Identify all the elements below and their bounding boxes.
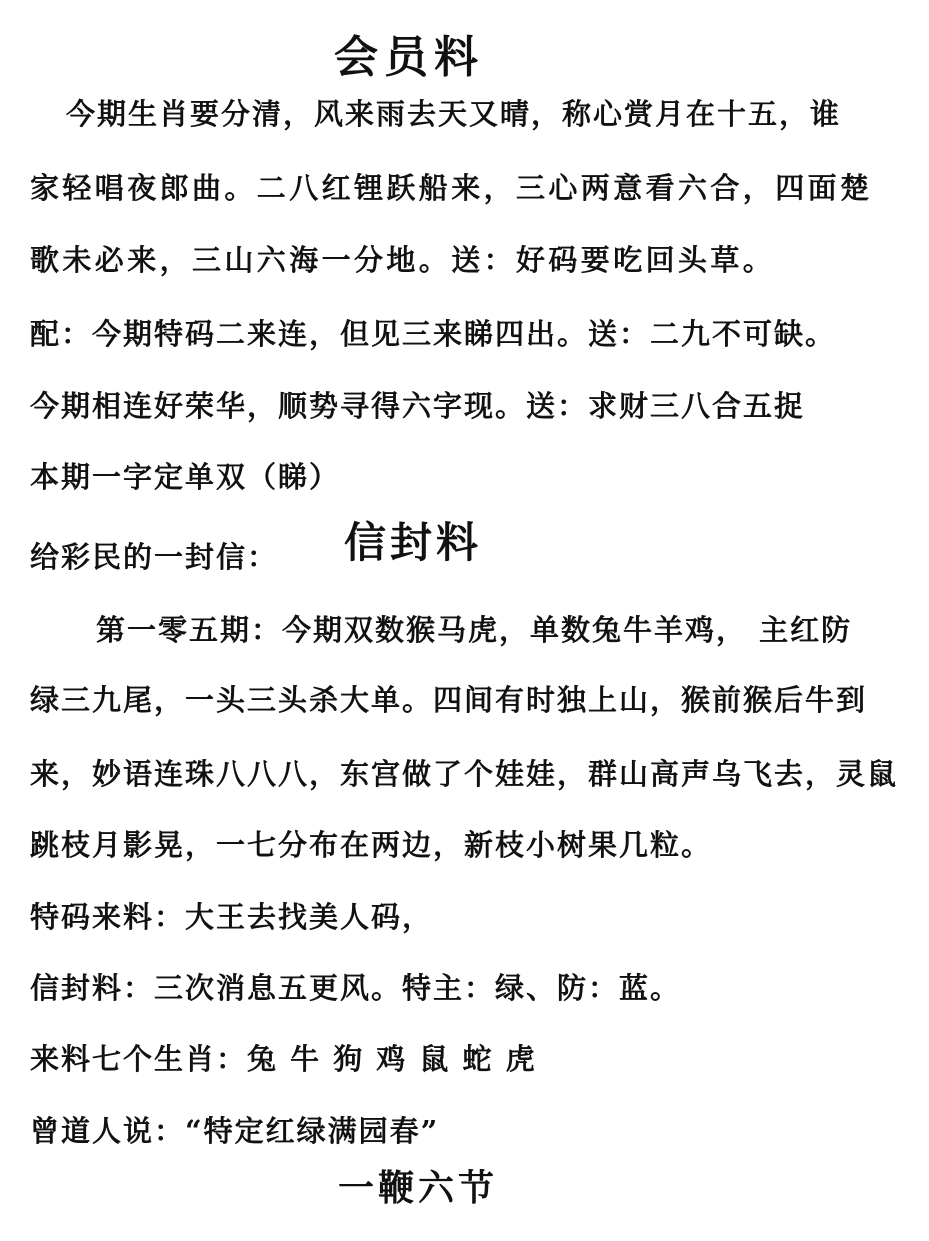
text-line: 今期生肖要分清，风来雨去天又晴，称心赏月在十五，谁 xyxy=(66,97,842,131)
text-line: 跳枝月影晃，一七分布在两边，新枝小树果几粒。 xyxy=(30,828,713,862)
text-line: 第一零五期：今期双数猴马虎，单数兔牛羊鸡， 主红防 xyxy=(96,613,853,647)
text-line: 本期一字定单双（睇） xyxy=(30,460,341,494)
text-line: 歌未必来，三山六海一分地。送：好码要吃回头草。 xyxy=(30,243,776,277)
text-line: 来，妙语连珠八八八，东宫做了个娃娃，群山高声乌飞去，灵鼠 xyxy=(30,757,899,791)
section-title-member: 会员料 xyxy=(334,32,484,83)
section-title-envelope: 信封料 xyxy=(344,518,483,567)
text-line: 今期相连好荣华，顺势寻得六字现。送：求财三八合五捉 xyxy=(30,389,806,423)
text-line: 来料七个生肖：兔 牛 狗 鸡 鼠 蛇 虎 xyxy=(30,1042,537,1076)
letter-label: 给彩民的一封信： xyxy=(30,540,279,574)
text-line: 家轻唱夜郎曲。二八红锂跃船来，三心两意看六合，四面楚 xyxy=(30,171,873,205)
text-line: 信封料：三次消息五更风。特主：绿、防：蓝。 xyxy=(30,971,682,1005)
footer-text: 一鞭六节 xyxy=(338,1167,499,1209)
text-line: 曾道人说：“特定红绿满园春” xyxy=(30,1114,440,1148)
text-line: 绿三九尾，一头三头杀大单。四间有时独上山，猴前猴后牛到 xyxy=(30,683,868,717)
text-line: 特码来料：大王去找美人码， xyxy=(30,900,434,934)
text-line: 配：今期特码二来连，但见三来睇四出。送：二九不可缺。 xyxy=(30,317,837,351)
